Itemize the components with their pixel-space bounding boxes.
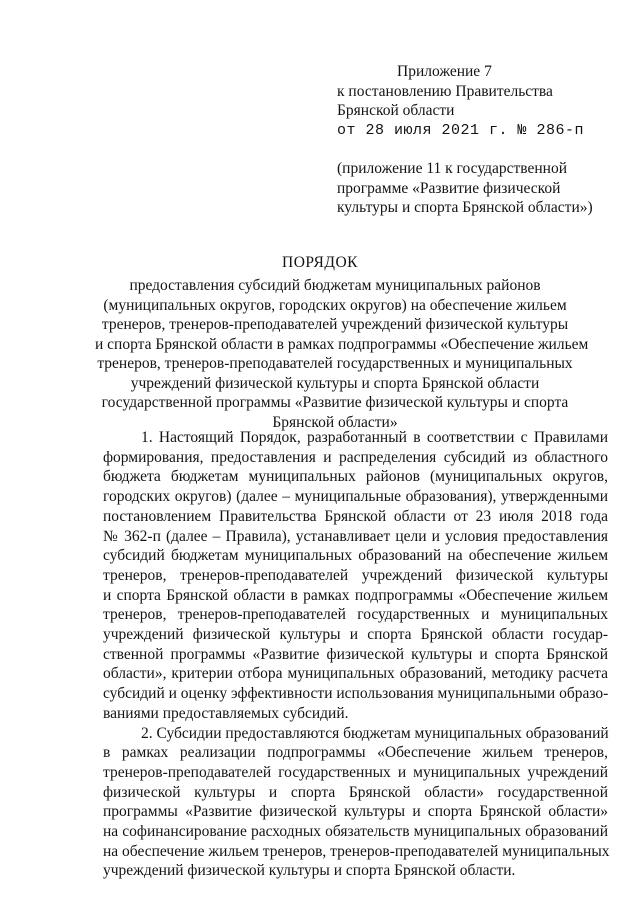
body-line: области», критерии отбора муниципальных образований, методику расчета	[103, 665, 608, 683]
body-line: 1. Настоящий Порядок, разработанный в соответствии с Правилами	[141, 429, 608, 446]
document-subtitle	[95, 276, 589, 432]
subtitle-line: тренеров, тренеров-преподавателей учреждений физической культуры	[101, 316, 569, 333]
body-line: на софинансирование расходных обязательств муниципальных образований	[103, 823, 608, 841]
body-line: № 362-п (далее – Правила), устанавливает цели и условия предоставления	[103, 527, 608, 545]
document-title: ПОРЯДОК	[282, 254, 358, 271]
appendix-note-line-1: (приложение 11 к государственной	[337, 160, 568, 177]
subtitle-line: государственной программы «Развитие физической культуры и спорта	[101, 394, 569, 411]
body-line: и спорта Брянской области в рамках подпрограммы «Обеспечение жильем	[103, 586, 608, 604]
appendix-block	[337, 62, 597, 218]
appendix-note-line-2: программе «Развитие физической	[337, 179, 561, 197]
body-line: учреждений физической культуры и спорта Брянской области государ-	[103, 626, 608, 644]
body-line: городских округов) (далее – муниципальные образования), утвержденными	[103, 488, 608, 506]
appendix-date-number: от 28 июля 2021 г. № 286-п	[337, 121, 585, 139]
appendix-region: Брянской области	[337, 102, 455, 119]
body-line: тренеров-преподавателей государственных и муниципальных учреждений	[103, 763, 608, 781]
body-line: учреждений физической культуры и спорта Брянской области.	[103, 862, 516, 880]
body-line: ваниями предоставляемых субсидий.	[103, 704, 349, 722]
body-line: формирования, предоставления и распределения субсидий из областного	[103, 448, 608, 466]
body-line: субсидий и оценку эффективности использования муниципальными образо-	[103, 685, 609, 703]
body-line: программы «Развитие физической культуры и спорта Брянской области»	[103, 803, 608, 821]
subtitle-line: тренеров, тренеров-преподавателей государственных и муниципальных	[97, 355, 573, 372]
document-body	[103, 428, 608, 881]
body-line: в рамках реализации подпрограммы «Обеспечение жильем тренеров,	[103, 744, 608, 762]
subtitle-line: и спорта Брянской области в рамках подпрограммы «Обеспечение жильем	[95, 335, 589, 353]
body-line: 2. Субсидии предоставляются бюджетам муниципальных образований	[141, 724, 609, 742]
appendix-number: Приложение 7	[397, 63, 492, 80]
body-line: ственной программы «Развитие физической культуры и спорта Брянской	[103, 645, 608, 663]
subtitle-line: учреждений физической культуры и спорта Брянской области	[130, 374, 540, 392]
body-line: на обеспечение жильем тренеров, тренеров-преподавателей муниципальных	[103, 842, 610, 860]
body-line: постановлением Правительства Брянской области от 23 июля 2018 года	[103, 507, 608, 525]
subtitle-line: (муниципальных округов, городских округов) на обеспечение жильем	[103, 296, 567, 314]
body-line: тренеров, тренеров-преподавателей учреждений физической культуры	[103, 566, 608, 584]
body-line: субсидий бюджетам муниципальных образований на обеспечение жильем	[103, 547, 608, 565]
body-line: бюджета бюджетам муниципальных районов (муниципальных округов,	[103, 468, 608, 486]
subtitle-line: предоставления субсидий бюджетам муниципальных районов	[129, 277, 541, 294]
appendix-note-line-3: культуры и спорта Брянской области»)	[337, 199, 593, 216]
appendix-spacer	[337, 140, 597, 159]
body-line: тренеров, тренеров-преподавателей государственных и муниципальных	[103, 606, 608, 624]
body-line: физической культуры и спорта Брянской области» государственной	[103, 783, 608, 801]
subtitle-line: Брянской области»	[272, 413, 398, 431]
appendix-resolution: к постановлению Правительства	[337, 82, 553, 100]
